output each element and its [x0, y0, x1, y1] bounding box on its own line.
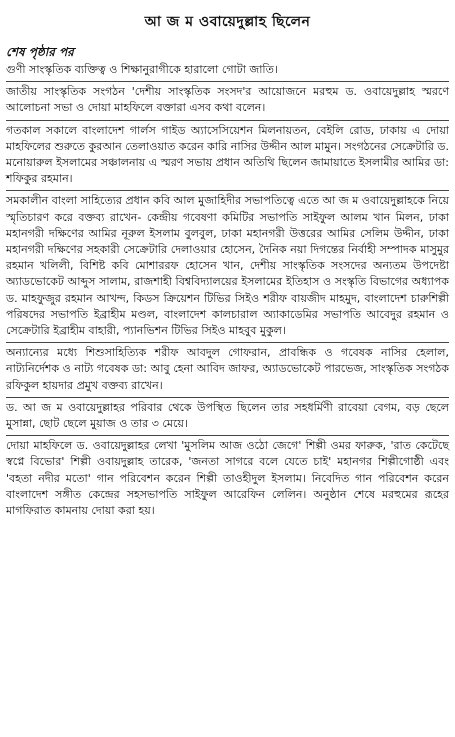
paragraph-6: ড. আ জ ম ওবায়েদুল্লাহর পরিবার থেকে উপস্থিত ছিলেন তার সহধর্মিণী রাবেয়া বেগম, বড় ছেলে মুসান্না, ছোট ছেলে মুয়াজ ও তার ৩ মেয়ে।: [6, 400, 449, 431]
paragraph-divider: [6, 81, 449, 82]
paragraph-divider: [6, 435, 449, 436]
article-body: [6, 62, 449, 519]
paragraph-divider: [6, 342, 449, 343]
paragraph-7: দোয়া মাহফিলে ড. ওবায়েদুল্লাহর লেখা 'মুসলিম আজ ওঠো জেগে' শিল্পী ওমর ফারুক, 'রাত কেটেছে স্বপ্নে বিভোর' শিল্পী ওবায়দুল্লাহ তারেক, 'জনতা সাগরে বলে যেতে চাই' মহানগর শিল্পীগোষ্ঠী এবং 'বহতা নদীর মতো' গান পরিবেশন করেন শিল্পী তাওহীদুল ইসলাম। নিবেদিত গান পরিবেশন করেন বাংলাদেশ সঙ্গীত কেন্দ্রের সহসভাপতি সাইফুল আরেফিন লেলিন। অনুষ্ঠান শেষে মরহুমের রূহের মাগফিরাত কামনায় দোয়া করা হয়।: [6, 439, 449, 518]
paragraph-4: সমকালীন বাংলা সাহিত্যের প্রধান কবি আল মুজাহিদীর সভাপতিত্বে এতে আ জ ম ওবায়েদুল্লাহকে নিয়ে স্মৃতিচারণ করে বক্তব্য রাখেন- কেন্দ্রীয় গবেষণা কমিটির সভাপতি সাইফুল আলম খান মিলন, ঢাকা মহানগরী দক্ষিণের আমির নূরুল ইসলাম বুলবুল, ঢাকা মহানগরী উত্তরের আমির সেলিম উদ্দীন, ঢাকা মহানগরী দক্ষিণের সহকারী সেক্রেটারি দেলাওয়ার হোসেন, দৈনিক নয়া দিগন্তের নির্বাহী সম্পাদক মাসুমুর রহমান খলিলী, বিশিষ্ট কবি মোশাররফ হোসেন খান, দেশীয় সাংস্কৃতিক সংসদের অন্যতম উপদেষ্টা অ্যাডভোকেট আব্দুস সালাম, রাজশাহী বিশ্ববিদ্যালয়ের ইসলামের ইতিহাস ও সংস্কৃতি বিভাগের অধ্যাপক ড. মাহফুজুর রহমান আখন্দ, কিডস ক্রিয়েশন টিভির সিইও শরীফ বায়জীদ মাহমুদ, বাংলাদেশ চারুশিল্পী পরিষদের সভাপতি ইব্রাহীম মণ্ডল, বাংলাদেশ কালচারাল অ্যাকাডেমির সভাপতি আবেদুর রহমান ও সেক্রেটারি ইব্রাহীম বাহারী, প্যানভিশন টিভির সিইও মাহবুব মুকুল।: [6, 194, 449, 338]
paragraph-5: অন্যান্যের মধ্যে শিশুসাহিত্যিক শরীফ আবদুল গোফরান, প্রাবন্ধিক ও গবেষক নাসির হেলাল, নাট্যনির্দেশক ও নাট্য গবেষক ডা: আবু হেনা আবিদ জাফর, অ্যাডভোকেট পারভেজ, সাংস্কৃতিক সংগঠক রফিকুল হায়দার প্রমুখ বক্তব্য রাখেন।: [6, 346, 449, 392]
paragraph-1: গুণী সাংস্কৃতিক ব্যক্তিত্ব ও শিক্ষানুরাগীকে হারালো গোটা জাতি।: [6, 63, 278, 76]
paragraph-2: জাতীয় সাংস্কৃতিক সংগঠন 'দেশীয় সাংস্কৃতিক সংসদ'র আয়োজনে মরহুম ড. ওবায়েদুল্লাহ স্মরণে আলোচনা সভা ও দোয়া মাহফিলে বক্তারা এসব কথা বলেন।: [6, 85, 449, 115]
continued-from-label: শেষ পৃষ্ঠার পর: [6, 45, 74, 59]
paragraph-divider: [6, 397, 449, 398]
paragraph-divider: [6, 120, 449, 121]
paragraph-3: গতকাল সকালে বাংলাদেশ গার্লস গাইড অ্যাসেসিয়েশন মিলনায়তন, বেইলি রোড, ঢাকায় এ দোয়া মাহফিলের শুরুতে কুরআন তেলাওয়াত করেন কারি নাসির উদ্দীন আল মামুন। সংগঠনের সেক্রেটারি ড. মনোয়ারুল ইসলামের সঞ্চালনায় এ স্মরণ সভায় প্রধান অতিথি ছিলেন জামায়াতে ইসলামীর আমির ডা: শফিকুর রহমান।: [6, 123, 449, 186]
paragraph-divider: [6, 190, 449, 191]
headline: আ জ ম ওবায়েদুল্লাহ ছিলেন: [144, 14, 311, 30]
